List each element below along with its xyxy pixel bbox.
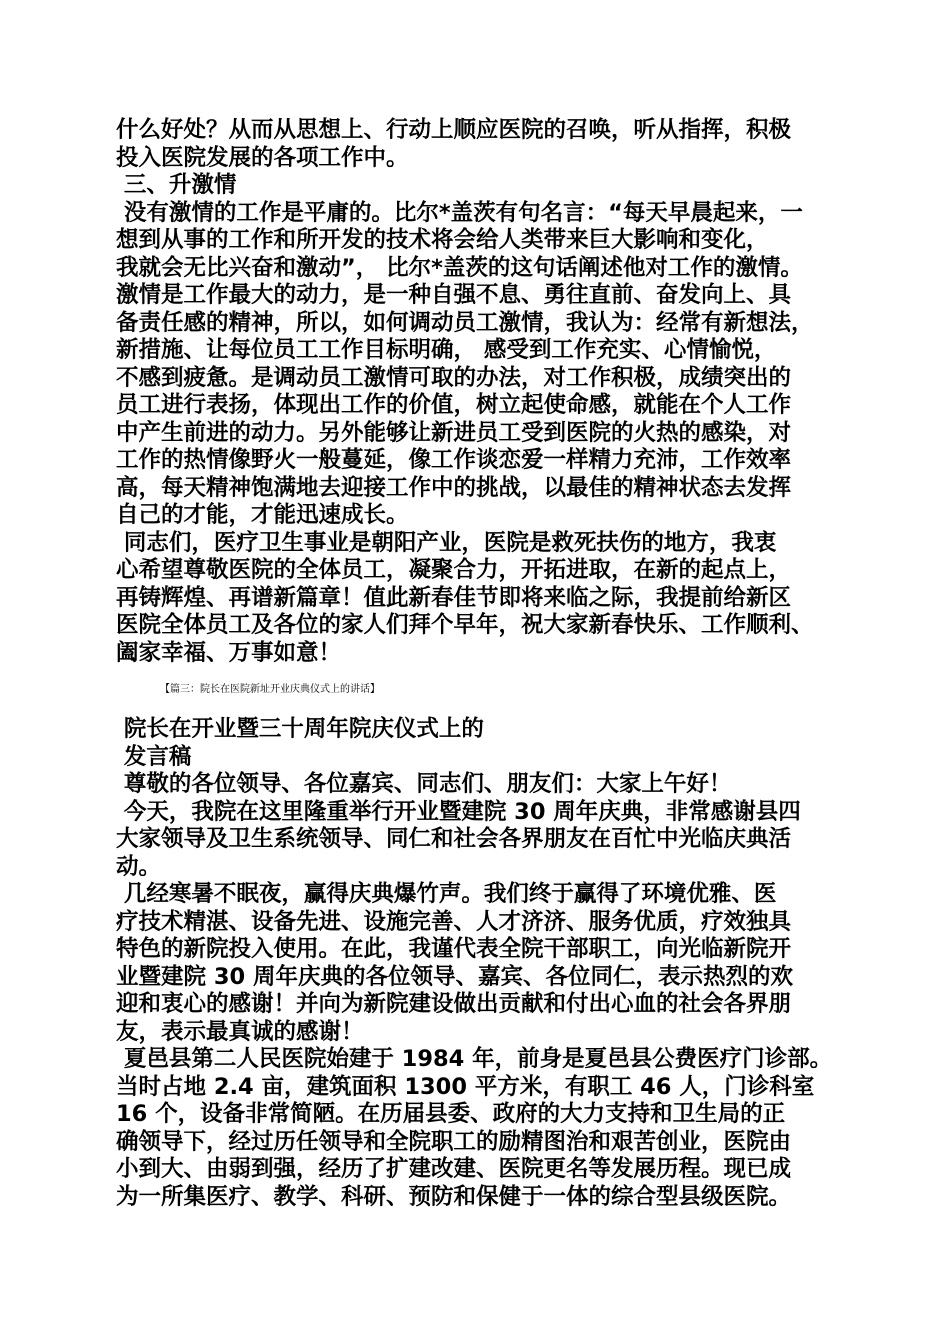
speech-line: 16 个，设备非常简陋。在历届县委、政府的大力支持和卫生局的正 [116, 1101, 786, 1127]
section-3-line: 备责任感的精神，所以，如何调动员工激情，我认为：经常有新想法， [116, 309, 814, 336]
speech-line: 几经寒暑不眠夜，赢得庆典爆竹声。我们终于赢得了环境优雅、医 [116, 881, 777, 907]
speech-line: 疗技术精湛、设备先进、设施完善、人才济济、服务优质，疗效独具 [116, 908, 792, 935]
speech-line: 今天，我院在这里隆重举行开业暨建院 30 周年庆典，非常感谢县四 [116, 798, 801, 825]
section-3-line: 心希望尊敬医院的全体员工，凝聚合力，开拓进取，在新的起点上， [116, 557, 792, 583]
speech-line: 当时占地 2.4 亩，建筑面积 1300 平方米，有职工 46 人，门诊科室 [116, 1073, 815, 1100]
section-3-line: 医院全体员工及各位的家人们拜个早年，祝大家新春快乐、工作顺利、 [116, 612, 814, 638]
section-3-line: 高，每天精神饱满地去迎接工作中的挑战，以最佳的精神状态去发挥 [116, 474, 792, 501]
speech-line: 为一所集医疗、教学、科研、预防和保健于一体的综合型县级医院。 [116, 1183, 792, 1210]
speech-line: 发言稿 [116, 743, 192, 770]
section-3-line: 想到从事的工作和所开发的技术将会给人类带来巨大影响和变化， [116, 227, 769, 253]
section-3-line: 投入医院发展的各项工作中。 [116, 144, 409, 171]
speech-line: 院长在开业暨三十周年院庆仪式上的 [116, 716, 484, 742]
speech-line: 特色的新院投入使用。在此，我谨代表全院干部职工，向光临新院开 [116, 936, 792, 962]
section-3-line: 自己的才能，才能迅速成长。 [116, 502, 409, 528]
section-3-line: 新措施、让每位员工工作目标明确， 感受到工作充实、心情愉悦， [116, 337, 777, 363]
speech-line: 迎和衷心的感谢！并向为新院建设做出贡献和付出心血的社会各界朋 [116, 991, 792, 1017]
section-3-line: 中产生前进的动力。另外能够让新进员工受到医院的火热的感染，对 [116, 419, 792, 446]
speech-line: 业暨建院 30 周年庆典的各位领导、嘉宾、各位同仁，表示热烈的欢 [116, 963, 793, 990]
section-3-line: 同志们，医疗卫生事业是朝阳产业，医院是救死扶伤的地方，我衷 [116, 529, 777, 556]
section-3-line: 员工进行表扬，体现出工作的价值，树立起使命感，就能在个人工作 [116, 392, 792, 418]
speech-line: 友，表示最真诚的感谢！ [116, 1018, 364, 1045]
speech-line: 确领导下，经过历任领导和全院职工的励精图治和艰苦创业，医院由 [116, 1128, 792, 1155]
section-heading: 【篇三：院长在医院新址开业庆典仪式上的讲话】 [160, 684, 380, 695]
speech-line: 大家领导及卫生系统领导、同仁和社会各界朋友在百忙中光临庆典活 [116, 826, 792, 852]
section-3-line: 没有激情的工作是平庸的。比尔*盖茨有句名言：“每天早晨起来，一 [116, 199, 803, 226]
speech-line: 夏邑县第二人民医院始建于 1984 年，前身是夏邑县公费医疗门诊部。 [116, 1046, 833, 1072]
section-3-line: 不感到疲惫。是调动员工激情可取的办法，对工作积极，成绩突出的 [116, 364, 792, 391]
speech-line: 动。 [116, 853, 162, 880]
section-3-line: 我就会无比兴奋和激动”， 比尔*盖茨的这句话阐述他对工作的激情。 [116, 254, 803, 281]
section-3-line: 再铸辉煌、再谱新篇章！值此新春佳节即将来临之际，我提前给新区 [116, 584, 792, 611]
speech-line: 小到大、由弱到强，经历了扩建改建、医院更名等发展历程。现已成 [116, 1156, 792, 1182]
section-3-body [116, 117, 846, 667]
document-page [116, 117, 846, 1211]
section-3-line: 什么好处？从而从思想上、行动上顺应医院的召唤，听从指挥，积极 [116, 117, 792, 143]
section-3-line: 工作的热情像野火一般蔓延，像工作谈恋爱一样精力充沛，工作效率 [116, 447, 792, 473]
section-3-line: 三、升激情 [116, 172, 237, 198]
section-3-line: 阖家幸福、万事如意！ [116, 639, 342, 666]
speech-line: 尊敬的各位领导、各位嘉宾、同志们、朋友们：大家上午好！ [116, 771, 732, 797]
section-3-line: 激情是工作最大的动力，是一种自强不息、勇往直前、奋发向上、具 [116, 282, 792, 308]
speech-body [116, 716, 846, 1211]
